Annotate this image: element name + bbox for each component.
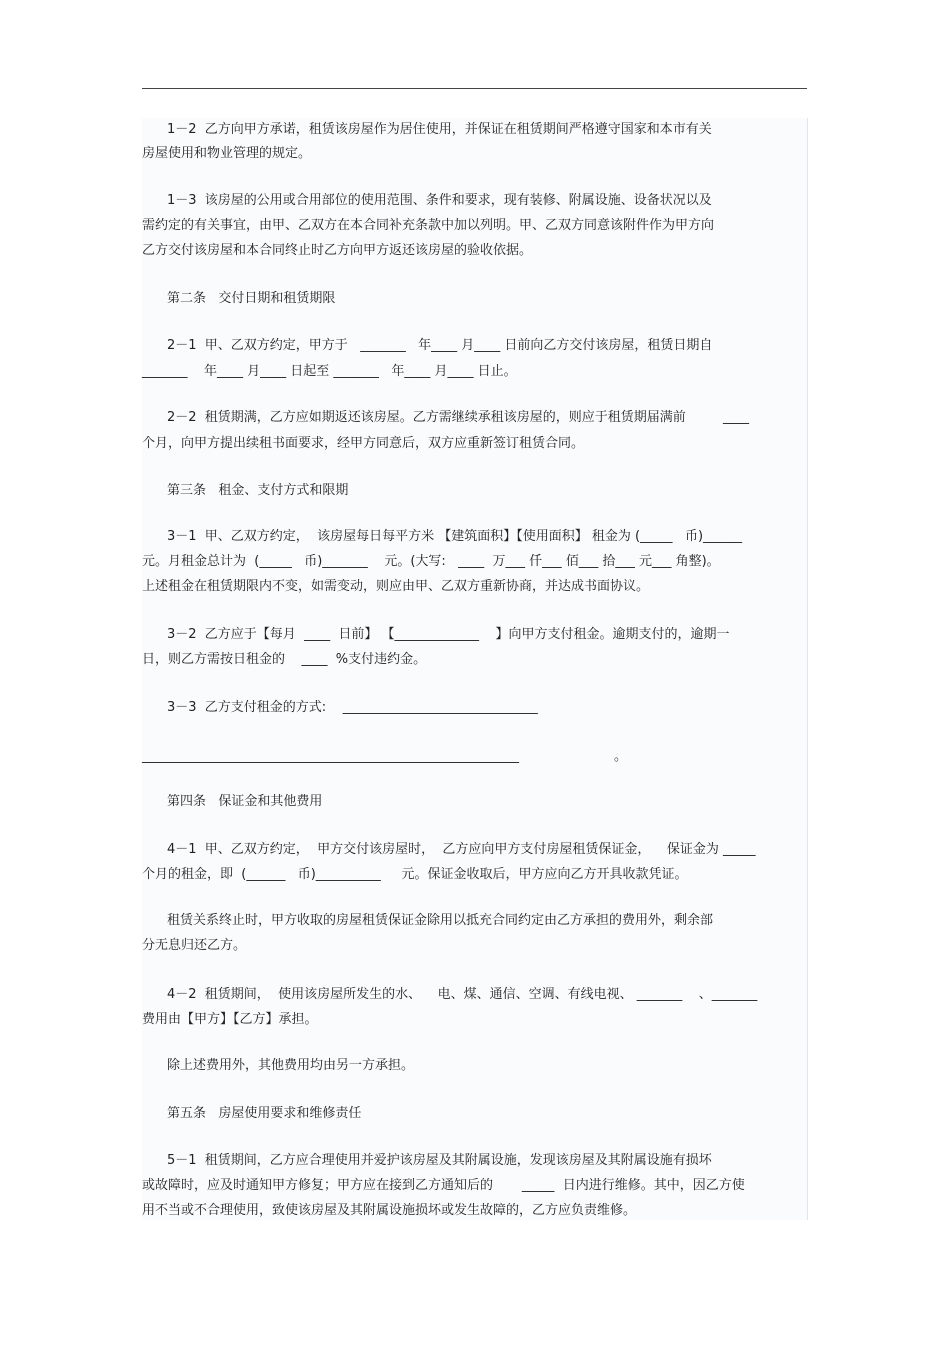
section-2-heading: 第二条 交付日期和租赁期限: [167, 291, 336, 306]
paragraph-4-2-line-1: 4－2 租赁期间， 使用该房屋所发生的水、 电、煤、通信、空调、有线电视、 _______ 、_______: [167, 987, 758, 1002]
section-4-heading: 第四条 保证金和其他费用: [167, 794, 323, 809]
section-5-heading: 第五条 房屋使用要求和维修责任: [167, 1106, 362, 1121]
paragraph-1-3-line-3: 乙方交付该房屋和本合同终止时乙方向甲方返还该房屋的验收依据。: [142, 243, 533, 258]
paragraph-3-2-line-1: 3－2 乙方应于【每月 ____ 日前】 【_____________ 】向甲方支付租金。逾期支付的，逾期一: [167, 627, 730, 642]
paragraph-5-1-line-3: 用不当或不合理使用，致使该房屋及其附属设施损坏或发生故障的，乙方应负责维修。: [142, 1203, 637, 1218]
paragraph-3-2-line-2: 日，则乙方需按日租金的 ____ %支付违约金。: [142, 652, 427, 667]
paragraph-2-1-line-1: 2－1 甲、乙双方约定，甲方于 _______ 年____ 月____ 日前向乙方交付该房屋，租赁日期自: [167, 338, 713, 353]
document-body: [142, 118, 808, 1220]
paragraph-4-2-line-2: 费用由【甲方】【乙方】承担。: [142, 1012, 318, 1027]
paragraph-3-1-line-1: 3－1 甲、乙双方约定， 该房屋每日每平方米 【建筑面积】【使用面积】 租金为 (_____ 币)______: [167, 529, 743, 544]
paragraph-4-1-line-2: 个月的租金，即 (______ 币)__________ 元。保证金收取后，甲方应向乙方开具收款凭证。: [142, 867, 688, 882]
header-rule: [142, 88, 807, 89]
paragraph-3-3-line-2: __________________________________________________________ 。: [142, 749, 628, 764]
paragraph-3-1-line-3: 上述租金在租赁期限内不变，如需变动，则应由甲、乙双方重新协商，并达成书面协议。: [142, 579, 650, 594]
paragraph-deposit-line-2: 分无息归还乙方。: [142, 938, 247, 953]
paragraph-2-2-line-2: 个月，向甲方提出续租书面要求，经甲方同意后，双方应重新签订租赁合同。: [142, 436, 585, 451]
paragraph-1-2-line-1: 1－2 乙方向甲方承诺，租赁该房屋作为居住使用，并保证在租赁期间严格遵守国家和本市有关: [167, 122, 712, 137]
paragraph-3-1-line-2: 元。月租金总计为 (_____ 币)_______ 元。(大写: ____ 万___ 仟___ 佰___ 拾___ 元___ 角整)。: [142, 554, 720, 569]
paragraph-5-1-line-2: 或故障时，应及时通知甲方修复；甲方应在接到乙方通知后的 _____ 日内进行维修。其中，因乙方使: [142, 1178, 745, 1193]
paragraph-1-3-line-1: 1－3 该房屋的公用或合用部位的使用范围、条件和要求，现有装修、附属设施、设备状况以及: [167, 193, 712, 208]
paragraph-3-3-line-1: 3－3 乙方支付租金的方式: ______________________________: [167, 700, 538, 715]
section-3-heading: 第三条 租金、支付方式和限期: [167, 483, 349, 498]
paragraph-other-fees: 除上述费用外，其他费用均由另一方承担。: [167, 1058, 415, 1073]
paragraph-deposit-line-1: 租赁关系终止时，甲方收取的房屋租赁保证金除用以抵充合同约定由乙方承担的费用外，剩余部: [167, 913, 714, 928]
paragraph-2-1-line-2: _______ 年____ 月____ 日起至 _______ 年____ 月____ 日止。: [142, 364, 517, 379]
paragraph-4-1-line-1: 4－1 甲、乙双方约定， 甲方交付该房屋时， 乙方应向甲方支付房屋租赁保证金， 保证金为 _____: [167, 842, 756, 857]
paragraph-1-3-line-2: 需约定的有关事宜，由甲、乙双方在本合同补充条款中加以列明。甲、乙双方同意该附件作为甲方向: [142, 218, 715, 233]
paragraph-2-2-line-1: 2－2 租赁期满，乙方应如期返还该房屋。乙方需继续承租该房屋的，则应于租赁期届满前 ____: [167, 410, 749, 425]
paragraph-1-2-line-2: 房屋使用和物业管理的规定。: [142, 146, 312, 161]
paragraph-5-1-line-1: 5－1 租赁期间，乙方应合理使用并爱护该房屋及其附属设施，发现该房屋及其附属设施有损坏: [167, 1153, 712, 1168]
